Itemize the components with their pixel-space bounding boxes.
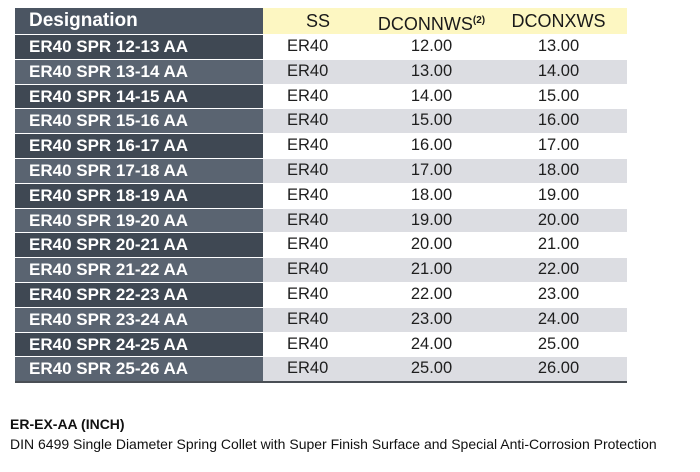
cell-dconnws: 24.00 bbox=[410, 334, 453, 353]
cell-ss: ER40 bbox=[287, 61, 329, 80]
table-header-row bbox=[15, 8, 627, 34]
table-row bbox=[15, 183, 627, 208]
cell-dconnws: 20.00 bbox=[410, 235, 453, 254]
cell-dconxws: 17.00 bbox=[537, 136, 580, 155]
cell-dconxws: 22.00 bbox=[537, 260, 580, 279]
table-body bbox=[15, 34, 627, 381]
table-row bbox=[15, 158, 627, 183]
caption bbox=[10, 414, 657, 454]
cell-dconnws: 16.00 bbox=[410, 136, 453, 155]
table-row bbox=[15, 84, 627, 109]
row-values bbox=[263, 60, 627, 84]
row-values bbox=[263, 357, 627, 381]
caption-description: DIN 6499 Single Diameter Spring Collet with Super Finish Surface and Special Anti-Corrosion Protection bbox=[10, 436, 657, 452]
table-row bbox=[15, 108, 627, 133]
table-row bbox=[15, 282, 627, 307]
cell-designation: ER40 SPR 20-21 AA bbox=[15, 233, 263, 257]
cell-designation: ER40 SPR 24-25 AA bbox=[15, 333, 263, 357]
table-row bbox=[15, 356, 627, 381]
row-values bbox=[263, 308, 627, 332]
cell-dconnws: 19.00 bbox=[410, 210, 453, 229]
cell-dconxws: 14.00 bbox=[537, 61, 580, 80]
cell-ss: ER40 bbox=[287, 210, 329, 229]
cell-dconxws: 24.00 bbox=[537, 309, 580, 328]
cell-dconxws: 26.00 bbox=[537, 359, 580, 378]
cell-ss: ER40 bbox=[287, 111, 329, 130]
cell-ss: ER40 bbox=[287, 260, 329, 279]
table-row bbox=[15, 34, 627, 59]
cell-dconxws: 19.00 bbox=[537, 185, 580, 204]
cell-dconxws: 18.00 bbox=[537, 160, 580, 179]
row-values bbox=[263, 233, 627, 257]
cell-ss: ER40 bbox=[287, 86, 329, 105]
row-values bbox=[263, 258, 627, 282]
cell-dconnws: 12.00 bbox=[410, 37, 453, 55]
cell-dconnws: 14.00 bbox=[410, 86, 453, 105]
header-dconnws-footnote: (2) bbox=[472, 15, 486, 26]
cell-dconxws: 25.00 bbox=[537, 334, 580, 353]
cell-ss: ER40 bbox=[287, 160, 329, 179]
table-row bbox=[15, 257, 627, 282]
cell-dconnws: 18.00 bbox=[410, 185, 453, 204]
cell-dconnws: 15.00 bbox=[410, 111, 453, 130]
cell-ss: ER40 bbox=[287, 334, 329, 353]
cell-dconxws: 15.00 bbox=[537, 86, 580, 105]
row-values bbox=[263, 85, 627, 109]
row-values bbox=[263, 209, 627, 233]
cell-dconnws: 21.00 bbox=[410, 260, 453, 279]
cell-designation: ER40 SPR 12-13 AA bbox=[15, 35, 263, 59]
row-values bbox=[263, 184, 627, 208]
header-dconnws bbox=[373, 8, 490, 34]
row-values bbox=[263, 134, 627, 158]
cell-designation: ER40 SPR 18-19 AA bbox=[15, 184, 263, 208]
cell-dconnws: 17.00 bbox=[410, 160, 453, 179]
header-values bbox=[263, 8, 627, 34]
cell-designation: ER40 SPR 22-23 AA bbox=[15, 283, 263, 307]
collet-table bbox=[15, 8, 627, 383]
cell-ss: ER40 bbox=[287, 136, 329, 155]
cell-designation: ER40 SPR 25-26 AA bbox=[15, 357, 263, 381]
cell-designation: ER40 SPR 16-17 AA bbox=[15, 134, 263, 158]
row-values bbox=[263, 35, 627, 59]
caption-title: ER-EX-AA (INCH) bbox=[10, 416, 125, 432]
table-row bbox=[15, 59, 627, 84]
header-dconxws: DCONXWS bbox=[511, 11, 606, 31]
cell-designation: ER40 SPR 23-24 AA bbox=[15, 308, 263, 332]
cell-dconnws: 22.00 bbox=[410, 284, 453, 303]
cell-designation: ER40 SPR 14-15 AA bbox=[15, 85, 263, 109]
cell-dconnws: 25.00 bbox=[410, 359, 453, 378]
table-row bbox=[15, 307, 627, 332]
header-dconnws-label: DCONNWS bbox=[377, 14, 473, 34]
cell-designation: ER40 SPR 17-18 AA bbox=[15, 159, 263, 183]
cell-ss: ER40 bbox=[287, 235, 329, 254]
table-row bbox=[15, 133, 627, 158]
header-designation: Designation bbox=[15, 8, 263, 34]
cell-dconxws: 23.00 bbox=[537, 284, 580, 303]
cell-designation: ER40 SPR 13-14 AA bbox=[15, 60, 263, 84]
cell-ss: ER40 bbox=[287, 309, 329, 328]
cell-designation: ER40 SPR 19-20 AA bbox=[15, 209, 263, 233]
cell-ss: ER40 bbox=[287, 185, 329, 204]
table-row bbox=[15, 332, 627, 357]
row-values bbox=[263, 283, 627, 307]
row-values bbox=[263, 159, 627, 183]
cell-dconxws: 16.00 bbox=[537, 111, 580, 130]
cell-ss: ER40 bbox=[287, 37, 329, 55]
cell-dconxws: 13.00 bbox=[537, 37, 580, 55]
row-values bbox=[263, 333, 627, 357]
cell-ss: ER40 bbox=[287, 284, 329, 303]
row-values bbox=[263, 109, 627, 133]
cell-dconnws: 23.00 bbox=[410, 309, 453, 328]
cell-designation: ER40 SPR 21-22 AA bbox=[15, 258, 263, 282]
cell-dconxws: 21.00 bbox=[537, 235, 580, 254]
table-row bbox=[15, 208, 627, 233]
cell-ss: ER40 bbox=[287, 359, 329, 378]
cell-dconnws: 13.00 bbox=[410, 61, 453, 80]
table-row bbox=[15, 232, 627, 257]
cell-designation: ER40 SPR 15-16 AA bbox=[15, 109, 263, 133]
header-ss: SS bbox=[305, 11, 330, 31]
cell-dconxws: 20.00 bbox=[537, 210, 580, 229]
